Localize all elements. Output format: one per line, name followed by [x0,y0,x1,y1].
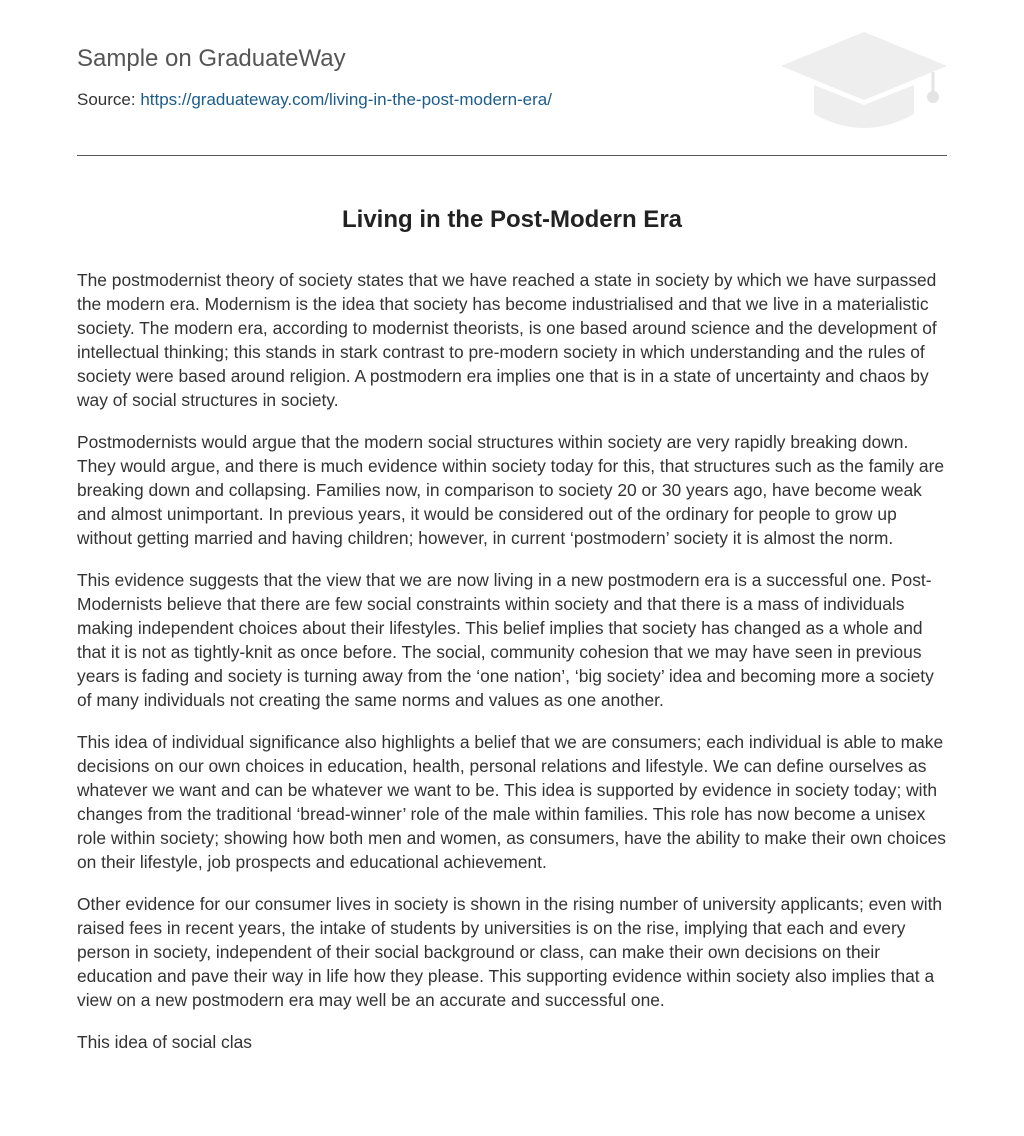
page-header [77,0,947,156]
article-body [77,268,947,1072]
source-label: Source: [77,90,136,109]
paragraph: Other evidence for our consumer lives in society is shown in the rising number of university applicants; even with raised fees in recent years, the intake of students by universities is on the rise, implying that each and every person in society, independent of their social background or class, can make their own decisions on their education and pave their way in life how they please. This supporting evidence within society also implies that a view on a new postmodern era may well be an accurate and successful one. [77,894,943,1010]
graduation-cap-icon [781,30,947,132]
source-line [77,89,552,111]
paragraph: Postmodernists would argue that the modern social structures within society are very rapidly breaking down. They would argue, and there is much evidence within society today for this, that structures such as the family are breaking down and collapsing. Families now, in comparison to society 20 or 30 years ago, have become weak and almost unimportant. In previous years, it would be considered out of the ordinary for people to grow up without getting married and having children; however, in current ‘postmodern’ society it is almost the norm. [77,432,945,548]
paragraph: This idea of individual significance also highlights a belief that we are consumers; each individual is able to make decisions on our own choices in education, health, personal relations and lifestyle. We can define ourselves as whatever we want and can be whatever we want to be. This idea is supported by evidence in society today; with changes from the traditional ‘bread-winner’ role of the male within families. This role has now become a unisex role within society; showing how both men and women, as consumers, have the ability to make their own choices on their lifestyle, job prospects and educational achievement. [77,732,947,872]
paragraph: This idea of social clas [77,1032,252,1052]
header-divider [77,155,947,156]
paragraph: This evidence suggests that the view that we are now living in a new postmodern era is a successful one. Post-Modernists believe that there are few social constraints within society and that there is a mass of individuals making independent choices about their lifestyles. This belief implies that society has changed as a whole and that it is not as tightly-knit as once before. The social, community cohesion that we may have seen in previous years is fading and society is turning away from the ‘one nation’, ‘big society’ idea and becoming more a society of many individuals not creating the same norms and values as one another. [77,570,934,710]
source-link[interactable]: https://graduateway.com/living-in-the-post-modern-era/ [140,90,552,109]
paragraph: The postmodernist theory of society states that we have reached a state in society by which we have surpassed the modern era. Modernism is the idea that society has become industrialised and that we live in a materialistic society. The modern era, according to modernist theorists, is one based around science and the development of intellectual thinking; this stands in stark contrast to pre-modern society in which understanding and the rules of society were based around religion. A postmodern era implies one that is in a state of uncertainty and chaos by way of social structures in society. [77,270,937,410]
page-title: Living in the Post-Modern Era [341,206,683,233]
site-brand: Sample on GraduateWay [77,45,346,72]
